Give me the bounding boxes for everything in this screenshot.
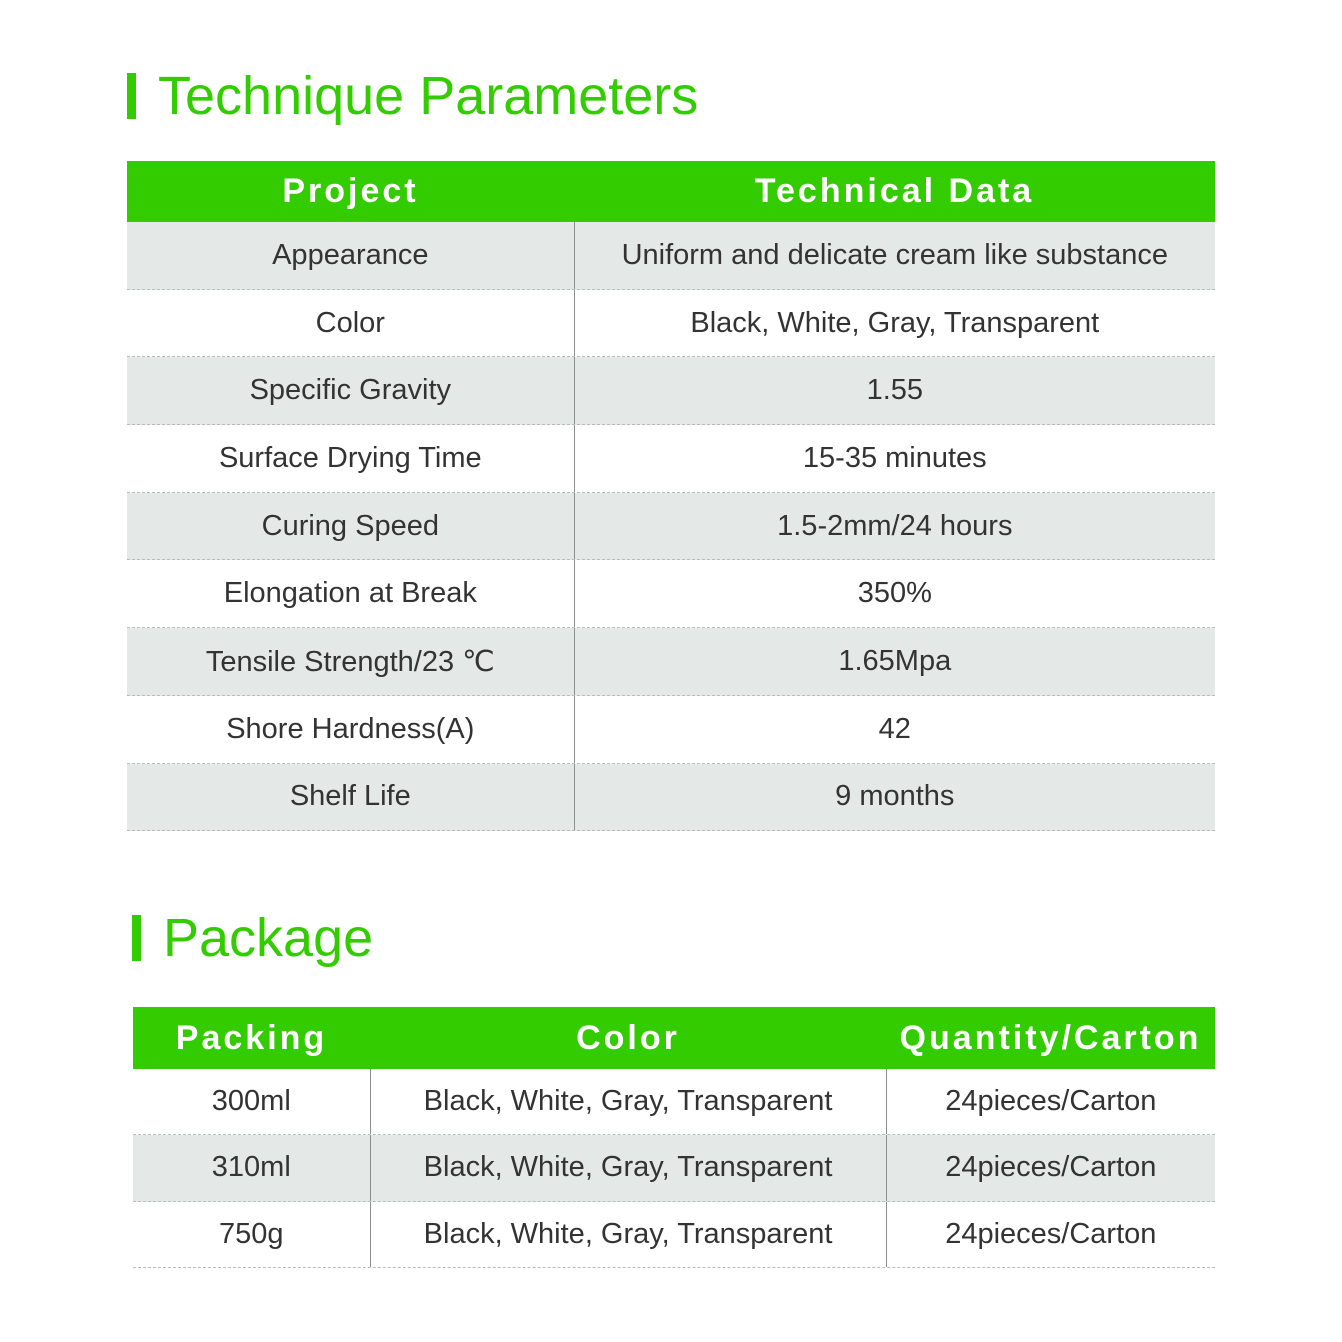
packing-cell: 310ml [133, 1135, 371, 1200]
project-cell: Color [127, 290, 575, 357]
table-row [127, 764, 1215, 832]
quantity-cell: 24pieces/Carton [945, 1151, 1157, 1184]
table-row [127, 425, 1215, 493]
technique-title-text: Technique Parameters [158, 66, 699, 126]
table-row [127, 357, 1215, 425]
project-cell: Curing Speed [127, 493, 575, 560]
color-cell: Black, White, Gray, Transparent [371, 1202, 887, 1267]
table-row [133, 1135, 1215, 1201]
table-row [133, 1069, 1215, 1135]
table-row [133, 1202, 1215, 1268]
header-packing: Packing [175, 1018, 328, 1057]
data-cell: 42 [878, 712, 911, 745]
project-cell: Elongation at Break [127, 560, 575, 627]
table-row [127, 696, 1215, 764]
table-row [127, 560, 1215, 628]
table-row [127, 493, 1215, 561]
technique-parameters-table [127, 161, 1215, 831]
quantity-cell: 24pieces/Carton [945, 1217, 1157, 1250]
packing-cell: 300ml [133, 1069, 371, 1134]
project-cell: Shore Hardness(A) [127, 696, 575, 763]
data-cell: 15-35 minutes [802, 441, 987, 474]
color-cell: Black, White, Gray, Transparent [371, 1135, 887, 1200]
table-row [127, 222, 1215, 290]
data-cell: 9 months [835, 780, 955, 813]
header-project: Project [282, 172, 419, 210]
package-title-text: Package [163, 908, 374, 968]
data-cell: 1.5-2mm/24 hours [777, 509, 1013, 542]
table-row [127, 290, 1215, 358]
technique-table-header [127, 161, 1215, 222]
data-cell: Uniform and delicate cream like substance [621, 238, 1169, 271]
package-section-title [132, 906, 373, 970]
data-cell: Black, White, Gray, Transparent [690, 306, 1100, 339]
header-color: Color [576, 1018, 680, 1057]
package-table [133, 1007, 1215, 1268]
project-cell: Surface Drying Time [127, 425, 575, 492]
packing-cell: 750g [133, 1202, 371, 1267]
title-accent-bar [132, 915, 141, 961]
data-cell: 350% [857, 577, 932, 610]
data-cell: 1.55 [866, 374, 924, 407]
technique-section-title [127, 66, 698, 126]
header-technical-data: Technical Data [754, 172, 1035, 210]
project-cell: Appearance [127, 222, 575, 289]
project-cell: Shelf Life [127, 764, 575, 831]
color-cell: Black, White, Gray, Transparent [371, 1069, 887, 1134]
data-cell: 1.65Mpa [838, 644, 952, 677]
package-table-header [133, 1007, 1215, 1069]
header-quantity-carton: Quantity/Carton [899, 1018, 1202, 1057]
project-cell: Tensile Strength/23 ℃ [127, 628, 575, 695]
table-row [127, 628, 1215, 696]
quantity-cell: 24pieces/Carton [945, 1085, 1157, 1118]
project-cell: Specific Gravity [127, 357, 575, 424]
title-accent-bar [127, 73, 136, 119]
